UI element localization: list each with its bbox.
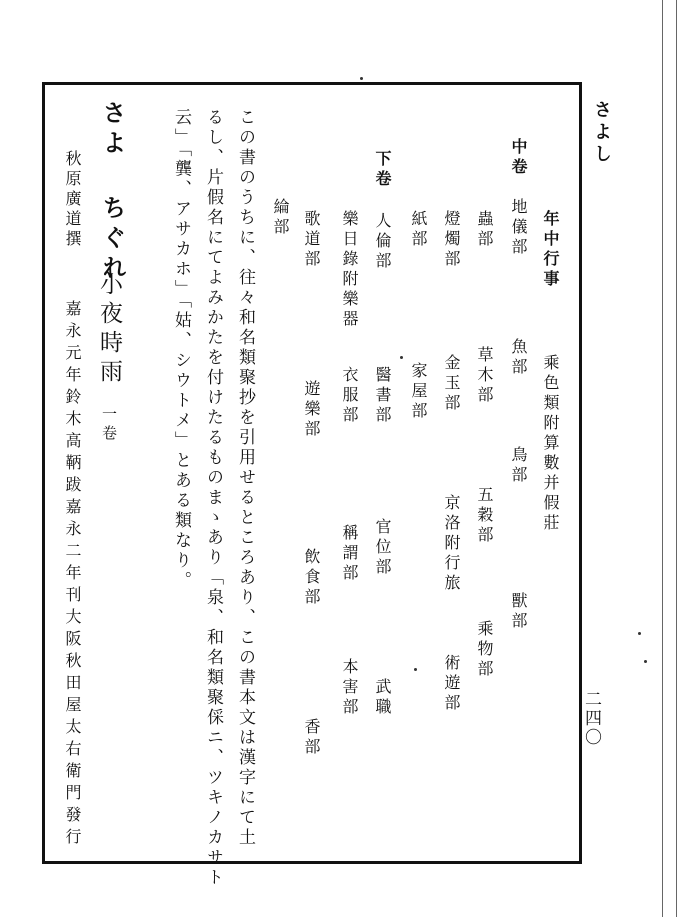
contents-entry: 歌道部 [302, 210, 321, 270]
note-line: この書のうちに、往々和名類聚抄を引用せるところあり、この書本文は漢字にて土 [235, 108, 255, 848]
contents-entry: 武職 [373, 678, 392, 718]
entry-heading: さよ ちぐれ [98, 100, 127, 285]
contents-column-1 [542, 210, 558, 534]
contents-entry: 魚部 [509, 338, 528, 378]
contents-entry: 本害部 [340, 658, 359, 718]
contents-entry: 官位部 [373, 518, 392, 578]
note-line: るし、片假名にてよみかたを付けたるものまゝあり「泉、和名類聚倸ニ、ツキノカサト [203, 108, 223, 888]
contents-entry: 飲食部 [302, 548, 321, 608]
contents-entry: 地儀部 [509, 198, 528, 258]
contents-column-2 [510, 138, 526, 632]
scan-speck [414, 668, 417, 671]
contents-entry: 年中行事 [541, 210, 560, 290]
contents-entry: 獸部 [509, 592, 528, 632]
entry-author: 秋原廣道撰 [63, 150, 82, 250]
work-title: 小夜時雨 [96, 272, 122, 388]
scan-speck [400, 356, 403, 359]
contents-entry: 鳥部 [509, 446, 528, 486]
contents-entry: 稱謂部 [340, 524, 359, 584]
contents-column-3 [476, 210, 492, 680]
contents-entry: 金玉部 [442, 354, 461, 414]
scan-speck [638, 632, 641, 635]
contents-column-9 [272, 198, 288, 238]
contents-entry: 蟲部 [475, 210, 494, 250]
contents-column-6 [374, 150, 390, 718]
contents-column-7 [341, 210, 357, 718]
contents-entry: 綸部 [271, 198, 290, 238]
contents-entry: 香部 [302, 718, 321, 758]
contents-entry: 人倫部 [373, 212, 392, 272]
page-edge-line [676, 0, 677, 917]
contents-entry: 乘物部 [475, 620, 494, 680]
note-line: 云」「龔、アサカホ」「姑、シウトメ」とある類なり。 [171, 108, 191, 591]
contents-column-8 [303, 210, 319, 758]
contents-entry: 樂日錄附樂器 [340, 210, 359, 330]
contents-entry: 遊樂部 [302, 380, 321, 440]
contents-entry: 醫書部 [373, 366, 392, 426]
contents-column-4 [443, 210, 459, 714]
entry-title [97, 272, 120, 444]
contents-entry: 術遊部 [442, 654, 461, 714]
section-heading: 下卷 [373, 150, 392, 190]
running-head: さよし [591, 100, 612, 166]
entry-publication: 嘉永元年鈴木高鞆跋嘉永二年刊大阪秋田屋太右衛門發行 [63, 300, 82, 850]
contents-entry: 紙部 [409, 210, 428, 250]
volume-count: 一卷 [100, 406, 118, 444]
contents-entry: 燈燭部 [442, 210, 461, 270]
contents-column-5 [410, 210, 426, 422]
section-heading: 中卷 [509, 138, 528, 178]
contents-entry: 家屋部 [409, 362, 428, 422]
contents-entry: 衣服部 [340, 366, 359, 426]
page-edge-line [662, 0, 663, 917]
contents-entry: 乘色類附算數并假莊 [541, 354, 560, 534]
scan-speck [360, 77, 363, 80]
scan-speck [644, 660, 647, 663]
contents-entry: 五穀部 [475, 486, 494, 546]
contents-entry: 京洛附行旅 [442, 494, 461, 594]
page-number: 二四〇 [581, 690, 601, 747]
contents-entry: 草木部 [475, 346, 494, 406]
